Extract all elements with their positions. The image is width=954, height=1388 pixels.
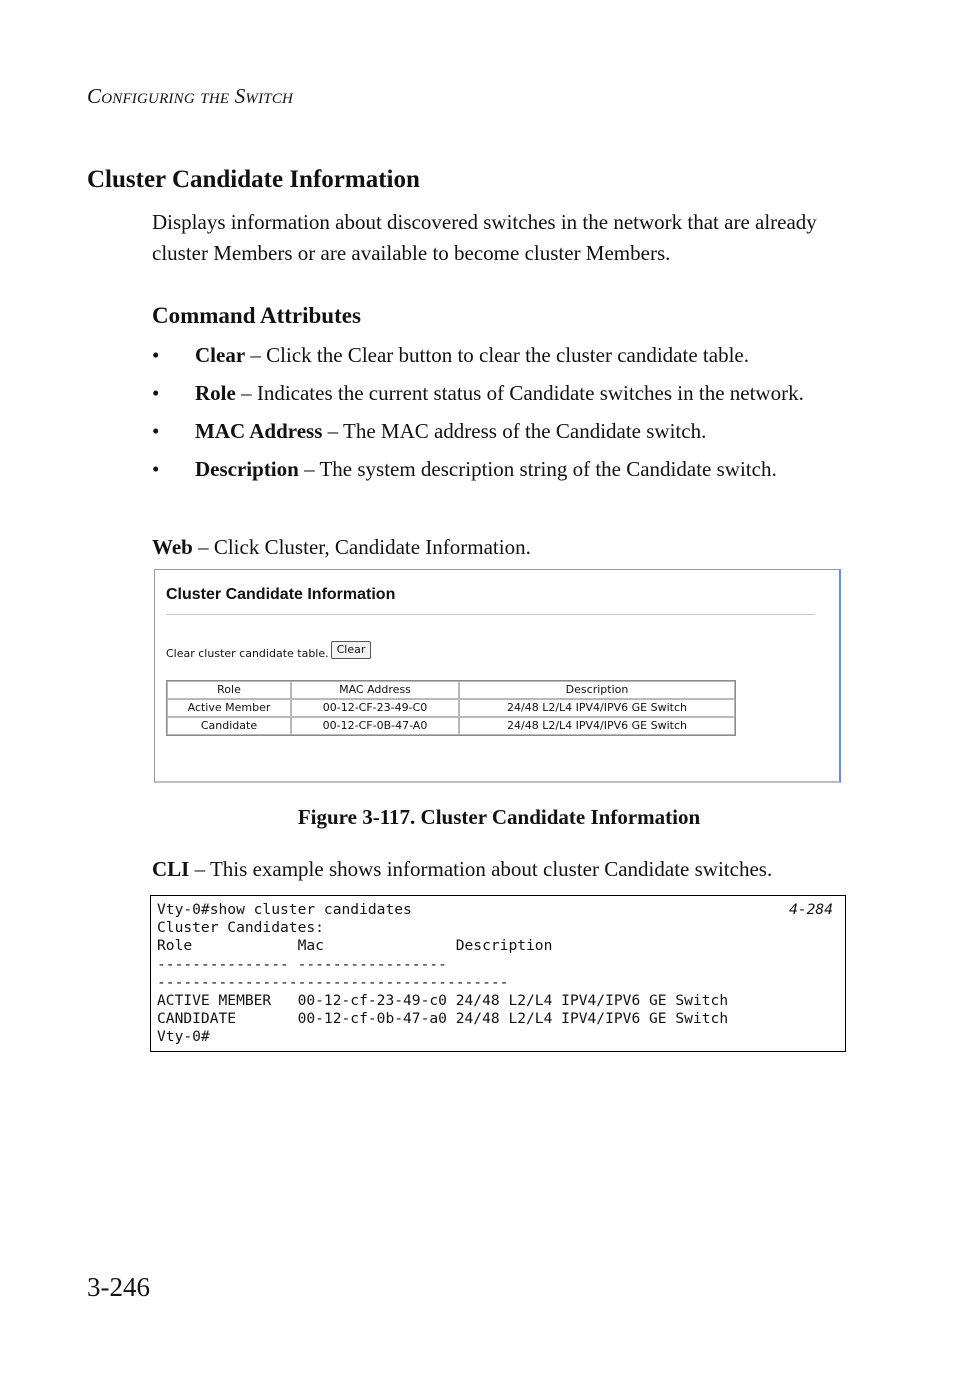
clear-label: Clear cluster candidate table.	[166, 647, 329, 660]
command-reference: 4-284	[789, 901, 833, 918]
clear-button[interactable]: Clear	[331, 641, 371, 659]
attribute-item-clear	[152, 340, 852, 371]
attribute-item-mac-address	[152, 416, 852, 447]
attribute-term: Description	[195, 457, 299, 481]
bullet-icon: •	[152, 419, 160, 443]
candidate-table	[166, 680, 736, 736]
panel-divider	[166, 614, 815, 615]
column-header-role: Role	[167, 681, 291, 699]
section-title: Cluster Candidate Information	[87, 166, 420, 193]
attribute-item-description	[152, 454, 852, 485]
attribute-term: MAC Address	[195, 419, 323, 443]
cell-role: Active Member	[167, 699, 291, 717]
cli-code-text: Vty-0#show cluster candidates Cluster Candidates: Role Mac Description --------------- ----------------- ---------------------------------------- ACTIVE MEMBER 00-12-cf-23-49-c0 24/48 L2/L4 IPV4/IPV6 GE Switch CANDIDATE 00-12-cf-0b-47-a0 24/48 L2/L4 IPV4/IPV6 GE Switch Vty-0#	[157, 901, 729, 1046]
cell-description: 24/48 L2/L4 IPV4/IPV6 GE Switch	[459, 717, 735, 735]
table-header-row	[167, 681, 735, 699]
table-row	[167, 717, 735, 735]
figure-caption: Figure 3-117. Cluster Candidate Information	[297, 805, 701, 829]
column-header-description: Description	[459, 681, 735, 699]
intro-paragraph: Displays information about discovered switches in the network that are already cluster Members or are available to become cluster Members.	[152, 210, 817, 265]
attribute-desc: – Indicates the current status of Candidate switches in the network.	[235, 381, 804, 405]
bullet-icon: •	[152, 457, 160, 481]
web-instruction	[152, 535, 531, 560]
cell-description: 24/48 L2/L4 IPV4/IPV6 GE Switch	[459, 699, 735, 717]
attribute-term: Clear	[195, 343, 246, 367]
attribute-term: Role	[195, 381, 236, 405]
attribute-desc: – The system description string of the Candidate switch.	[298, 457, 777, 481]
cli-code-block	[150, 895, 846, 1052]
column-header-mac-address: MAC Address	[291, 681, 459, 699]
cell-mac: 00-12-CF-23-49-C0	[291, 699, 459, 717]
bullet-icon: •	[152, 343, 160, 367]
cli-desc: – This example shows information about cluster Candidate switches.	[189, 857, 773, 881]
attribute-list	[152, 340, 852, 492]
web-screenshot-panel	[154, 569, 841, 783]
cell-mac: 00-12-CF-0B-47-A0	[291, 717, 459, 735]
cli-instruction	[152, 857, 772, 882]
table-row	[167, 699, 735, 717]
attribute-desc: – Click the Clear button to clear the cluster candidate table.	[245, 343, 749, 367]
bullet-icon: •	[152, 381, 160, 405]
attribute-item-role	[152, 378, 852, 409]
panel-title: Cluster Candidate Information	[166, 586, 396, 603]
running-header: Configuring the Switch	[87, 84, 294, 108]
command-attributes-title: Command Attributes	[152, 303, 361, 328]
cell-role: Candidate	[167, 717, 291, 735]
web-term: Web	[152, 535, 193, 559]
web-desc: – Click Cluster, Candidate Information.	[192, 535, 531, 559]
page-number: 3-246	[87, 1272, 150, 1302]
attribute-desc: – The MAC address of the Candidate switch.	[322, 419, 707, 443]
cli-term: CLI	[152, 857, 190, 881]
